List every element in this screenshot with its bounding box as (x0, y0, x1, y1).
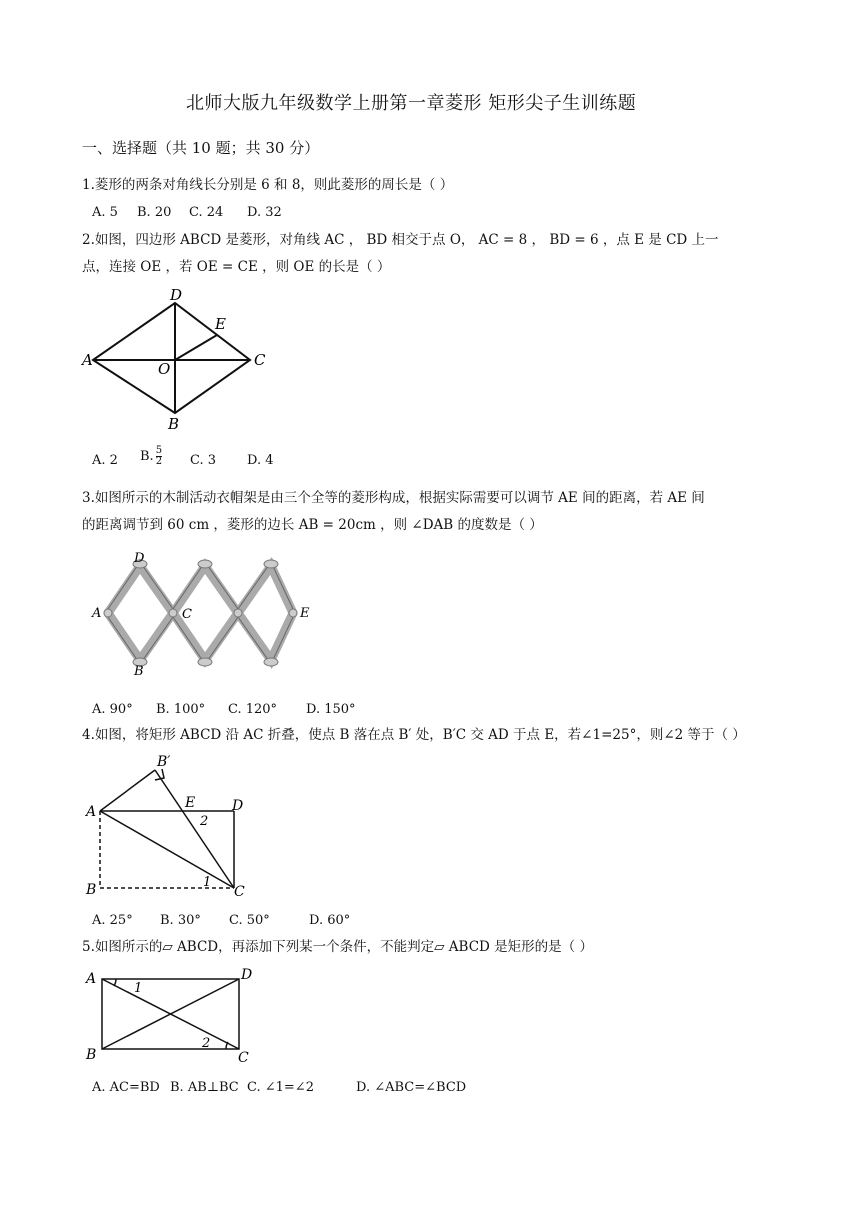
question-3-stem-line-2: 的距离调节到 60 cm ，菱形的边长 AB = 20cm ，则 ∠DAB 的度数是（ ） (82, 517, 543, 533)
label-b: B (134, 664, 144, 678)
label-b-prime: B′ (157, 754, 171, 770)
label-d: D (134, 551, 145, 566)
question-1-stem: 1.菱形的两条对角线长分别是 6 和 8，则此菱形的周长是（ ） (82, 177, 454, 193)
fraction-five-halves: $\frac{5}{2}$ (155, 445, 163, 467)
q5-option-d[interactable]: D. ∠ABC=∠BCD (356, 1080, 467, 1095)
label-angle-1: 1 (134, 981, 143, 996)
label-d: D (232, 798, 244, 814)
page-title: 北师大版九年级数学上册第一章菱形 矩形尖子生训练题 (186, 93, 637, 114)
q2-option-a[interactable]: A. 2 (92, 453, 118, 468)
label-a: A (86, 804, 97, 820)
label-b: B (86, 1047, 97, 1063)
question-2-stem-line-2: 点，连接 OE ，若 OE = CE ，则 OE 的长是（ ） (82, 259, 391, 275)
q3-option-d[interactable]: D. 150° (306, 702, 356, 717)
q1-option-b[interactable]: B. 20 (137, 205, 172, 220)
q4-option-a[interactable]: A. 25° (92, 913, 133, 928)
label-c: C (238, 1050, 249, 1066)
label-b: B (86, 882, 97, 898)
section-heading: 一、选择题（共 10 题；共 30 分） (82, 139, 320, 157)
question-5-stem: 5.如图所示的▱ ABCD，再添加下列某一个条件，不能判定▱ ABCD 是矩形的是（ ） (82, 939, 593, 955)
q1-option-c[interactable]: C. 24 (189, 205, 224, 220)
label-a: A (86, 971, 97, 987)
label-c: C (182, 607, 192, 622)
label-angle-2: 2 (202, 1036, 211, 1051)
label-b: B (168, 415, 180, 433)
label-angle-2: 2 (200, 814, 209, 829)
label-a: A (82, 351, 93, 369)
q4-option-b[interactable]: B. 30° (160, 913, 201, 928)
q4-option-c[interactable]: C. 50° (229, 913, 270, 928)
label-d: D (170, 286, 183, 304)
label-a: A (92, 606, 102, 621)
question-2-stem-line-1: 2.如图，四边形 ABCD 是菱形，对角线 AC ， BD 相交于点 O， AC = 8 ， BD = 6 ，点 E 是 CD 上一 (82, 232, 719, 248)
question-3-stem-line-1: 3.如图所示的木制活动衣帽架是由三个全等的菱形构成，根据实际需要可以调节 AE 间的距离，若 AE 间 (82, 490, 705, 506)
label-e: E (215, 315, 226, 333)
q4-option-d[interactable]: D. 60° (309, 913, 351, 928)
q1-option-d[interactable]: D. 32 (247, 205, 282, 220)
label-e: E (300, 606, 310, 621)
question-4-stem: 4.如图，将矩形 ABCD 沿 AC 折叠，使点 B 落在点 B′ 处，B′C 交 AD 于点 E，若∠1=25°，则∠2 等于（ ） (82, 727, 746, 743)
q3-option-b[interactable]: B. 100° (156, 702, 206, 717)
q2-option-b-label: B. (140, 449, 154, 464)
label-c: C (234, 884, 245, 900)
label-c: C (254, 351, 266, 369)
q2-option-c[interactable]: C. 3 (190, 453, 217, 468)
q2-option-b[interactable] (140, 446, 162, 467)
folded-rectangle-figure (80, 750, 265, 900)
parallelogram-rectangle-figure (80, 965, 260, 1070)
label-angle-1: 1 (203, 875, 212, 890)
label-o: O (158, 360, 171, 378)
q3-option-a[interactable]: A. 90° (92, 702, 133, 717)
q3-option-c[interactable]: C. 120° (228, 702, 278, 717)
coat-rack-figure (88, 548, 318, 678)
q5-option-c[interactable]: C. ∠1=∠2 (247, 1080, 314, 1095)
q1-option-a[interactable]: A. 5 (92, 205, 118, 220)
q5-option-b[interactable]: B. AB⊥BC (170, 1080, 239, 1095)
label-e: E (185, 795, 196, 811)
rhombus-figure (80, 285, 290, 435)
q2-option-d[interactable]: D. 4 (247, 453, 274, 468)
q5-option-a[interactable]: A. AC=BD (92, 1080, 160, 1095)
label-d: D (241, 967, 253, 983)
